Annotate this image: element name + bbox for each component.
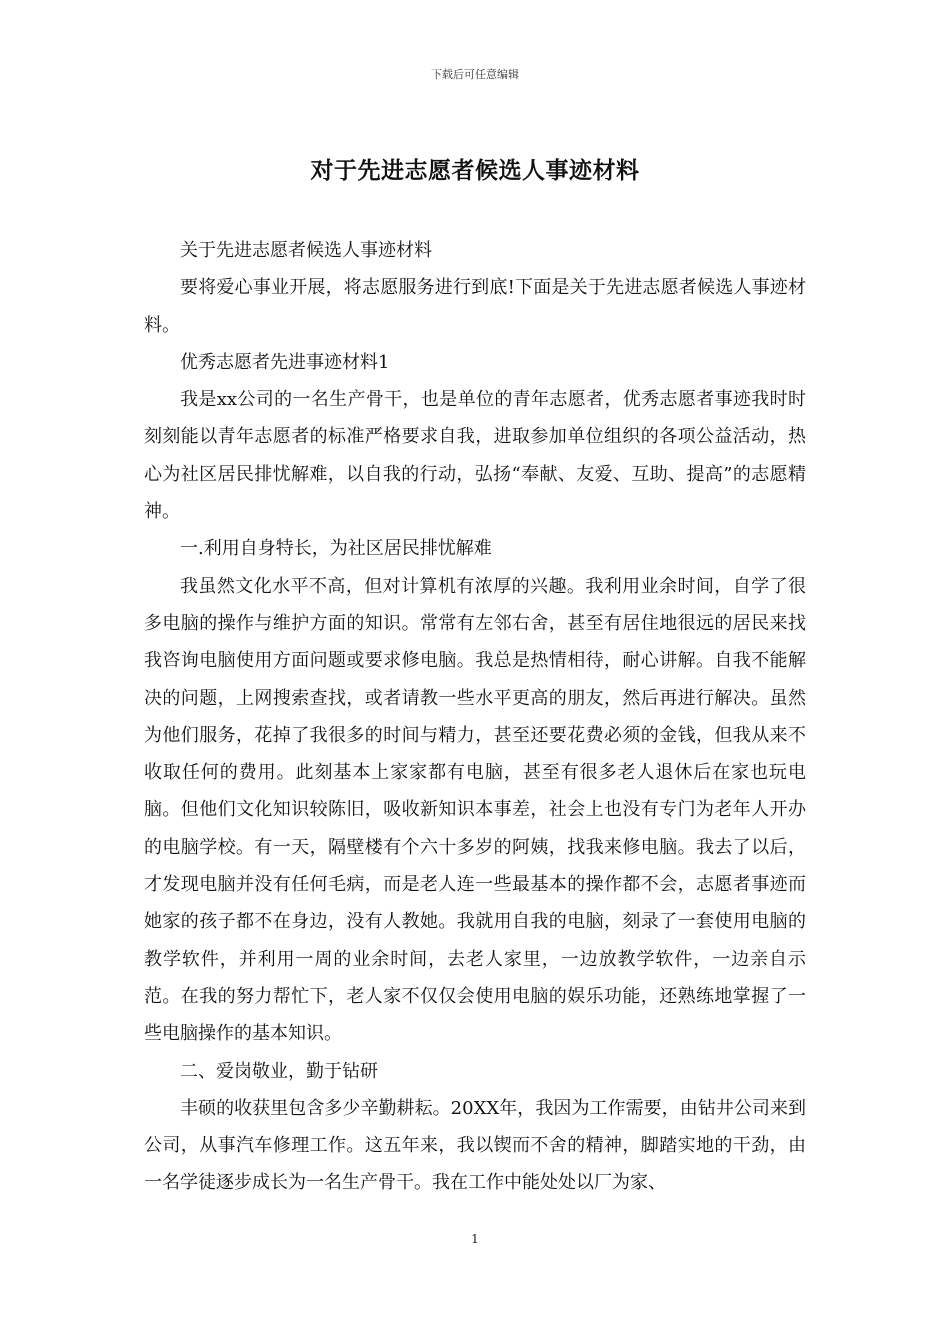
paragraph-intro: 要将爱心事业开展，将志愿服务进行到底!下面是关于先进志愿者候选人事迹材料。 (144, 277, 806, 336)
page-header-note: 下载后可任意编辑 (431, 68, 519, 81)
document-title: 对于先进志愿者候选人事迹材料 (310, 158, 640, 184)
paragraph-section-2-body: 丰硕的收获里包含多少辛勤耕耘。20XX年，我因为工作需要，由钻井公司来到公司，从事汽车修理工作。这五年来，我以锲而不舍的精神，脚踏实地的干劲，由一名学徒逐步成长为一名生产骨干。我在工作中能处处以厂为家、 (144, 1097, 806, 1194)
document-body (144, 232, 806, 1202)
section-heading-1: 一.利用自身特长，为社区居民排忧解难 (180, 538, 492, 560)
paragraph-section-1-body: 我虽然文化水平不高，但对计算机有浓厚的兴趣。我利用业余时间，自学了很多电脑的操作与维护方面的知识。常常有左邻右舍，甚至有居住地很远的居民来找我咨询电脑使用方面问题或要求修电脑。我总是热情相待，耐心讲解。自我不能解决的问题，上网搜索查找，或者请教一些水平更高的朋友，然后再进行解决。虽然为他们服务，花掉了我很多的时间与精力，甚至还要花费必须的金钱，但我从来不收取任何的费用。此刻基本上家家都有电脑，甚至有很多老人退休后在家也玩电脑。但他们文化知识较陈旧，吸收新知识本事差，社会上也没有专门为老年人开办的电脑学校。有一天，隔壁楼有个六十多岁的阿姨，找我来修电脑。我去了以后，才发现电脑并没有任何毛病，而是老人连一些最基本的操作都不会，志愿者事迹而她家的孩子都不在身边，没有人教她。我就用自我的电脑，刻录了一套使用电脑的教学软件，并利用一周的业余时间，去老人家里，一边放教学软件，一边亲自示范。在我的努力帮忙下，老人家不仅仅会使用电脑的娱乐功能，还熟练地掌握了一些电脑操作的基本知识。 (144, 575, 806, 1045)
paragraph-self-introduction: 我是xx公司的一名生产骨干，也是单位的青年志愿者，优秀志愿者事迹我时时刻刻能以青年志愿者的标准严格要求自我，进取参加单位组织的各项公益活动，热心为社区居民排忧解难，以自我的行动，弘扬“奉献、友爱、互助、提高”的志愿精神。 (144, 389, 806, 523)
paragraph-subtitle: 关于先进志愿者候选人事迹材料 (180, 240, 432, 261)
page-number: 1 (471, 1232, 479, 1246)
paragraph-heading-material-1: 优秀志愿者先进事迹材料1 (180, 351, 390, 373)
section-heading-2: 二、爱岗敬业，勤于钻研 (180, 1060, 378, 1082)
